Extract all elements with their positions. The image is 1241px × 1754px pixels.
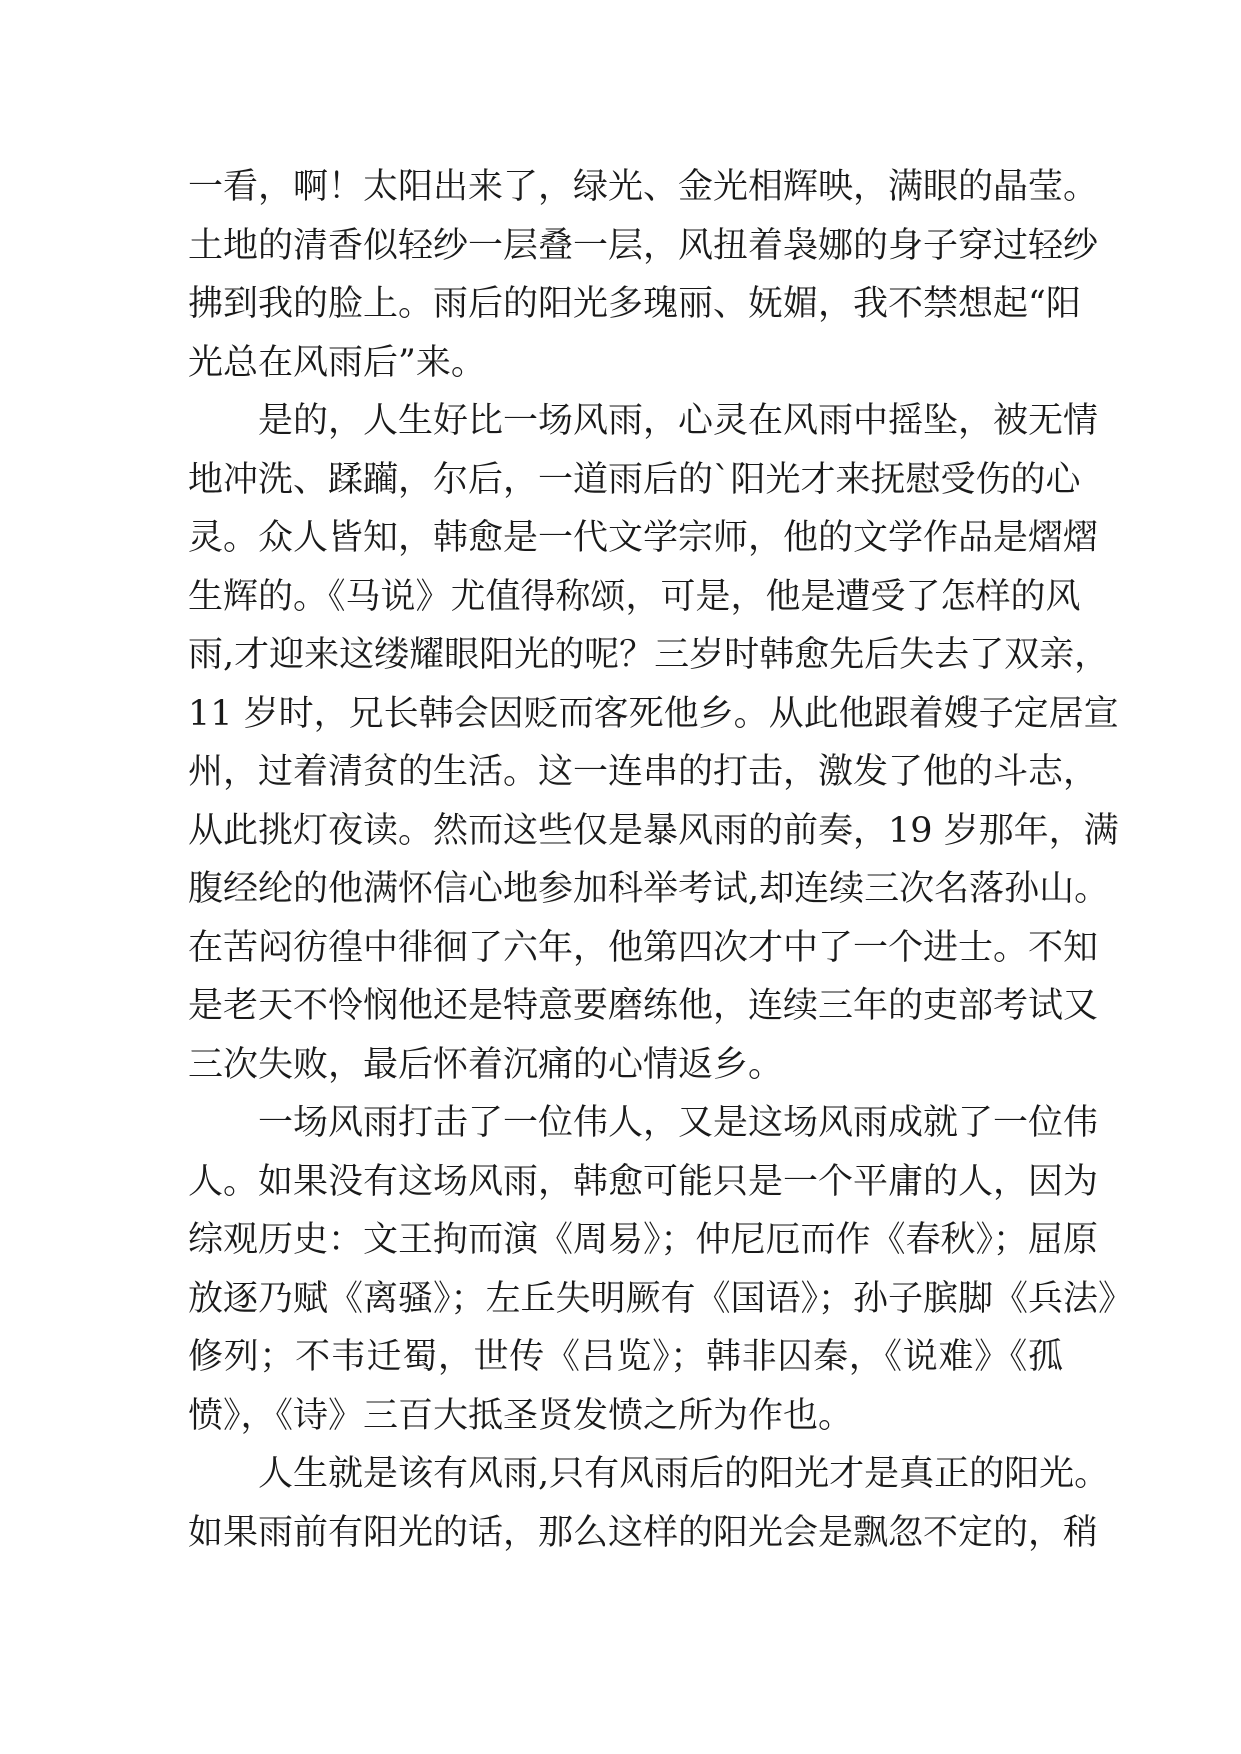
text-line: 如果雨前有阳光的话，那么这样的阳光会是飘忽不定的，稍 bbox=[188, 1512, 1099, 1553]
text-line: 生辉的。《马说》尤值得称颂，可是，他是遭受了怎样的风 bbox=[188, 576, 1081, 617]
essay-body bbox=[188, 158, 1134, 1562]
paragraph-first-line: 人生就是该有风雨,只有风雨后的阳光才是真正的阳光。 bbox=[258, 1454, 1110, 1494]
text-line: 腹经纶的他满怀信心地参加科举考试,却连续三次名落孙山。 bbox=[188, 869, 1110, 909]
text-line: 雨,才迎来这缕耀眼阳光的呢？三岁时韩愈先后失去了双亲， bbox=[188, 635, 1110, 675]
text-line: 人。如果没有这场风雨，韩愈可能只是一个平庸的人，因为 bbox=[188, 1161, 1099, 1202]
text-line: 修列；不韦迁蜀，世传《吕览》；韩非囚秦，《说难》《孤 bbox=[188, 1337, 1063, 1377]
text-line: 地冲洗、蹂躏，尔后，一道雨后的`阳光才来抚慰受伤的心 bbox=[188, 459, 1081, 500]
text-line: 11 岁时，兄长韩会因贬而客死他乡。从此他跟着嫂子定居宣 bbox=[188, 693, 1119, 734]
text-line: 放逐乃赋《离骚》；左丘失明厥有《国语》；孙子膑脚《兵法》 bbox=[188, 1278, 1134, 1319]
text-line: 综观历史：文王拘而演《周易》；仲尼厄而作《春秋》；屈原 bbox=[188, 1220, 1099, 1260]
text-line: 愤》，《诗》三百大抵圣贤发愤之所为作也。 bbox=[188, 1395, 854, 1436]
text-line: 三次失败，最后怀着沉痛的心情返乡。 bbox=[188, 1044, 784, 1085]
text-line: 一看，啊！太阳出来了，绿光、金光相辉映，满眼的晶莹。 bbox=[188, 167, 1099, 207]
text-line: 是老天不怜悯他还是特意要磨练他，连续三年的吏部考试又 bbox=[188, 986, 1099, 1026]
paragraph-first-line: 一场风雨打击了一位伟人，又是这场风雨成就了一位伟 bbox=[258, 1103, 1099, 1143]
text-line: 州，过着清贫的生活。这一连串的打击，激发了他的斗志， bbox=[188, 752, 1099, 792]
text-line: 土地的清香似轻纱一层叠一层，风扭着袅娜的身子穿过轻纱 bbox=[188, 225, 1099, 266]
text-line: 光总在风雨后”来。 bbox=[188, 342, 486, 383]
paragraph-first-line: 是的，人生好比一场风雨，心灵在风雨中摇坠，被无情 bbox=[258, 401, 1099, 441]
text-line: 拂到我的脸上。雨后的阳光多瑰丽、妩媚，我不禁想起“阳 bbox=[188, 284, 1081, 324]
text-line: 从此挑灯夜读。然而这些仅是暴风雨的前奏，19 岁那年，满 bbox=[188, 810, 1119, 851]
text-line: 在苦闷彷徨中徘徊了六年，他第四次才中了一个进士。不知 bbox=[188, 927, 1099, 968]
text-line: 灵。众人皆知，韩愈是一代文学宗师，他的文学作品是熠熠 bbox=[188, 518, 1099, 558]
